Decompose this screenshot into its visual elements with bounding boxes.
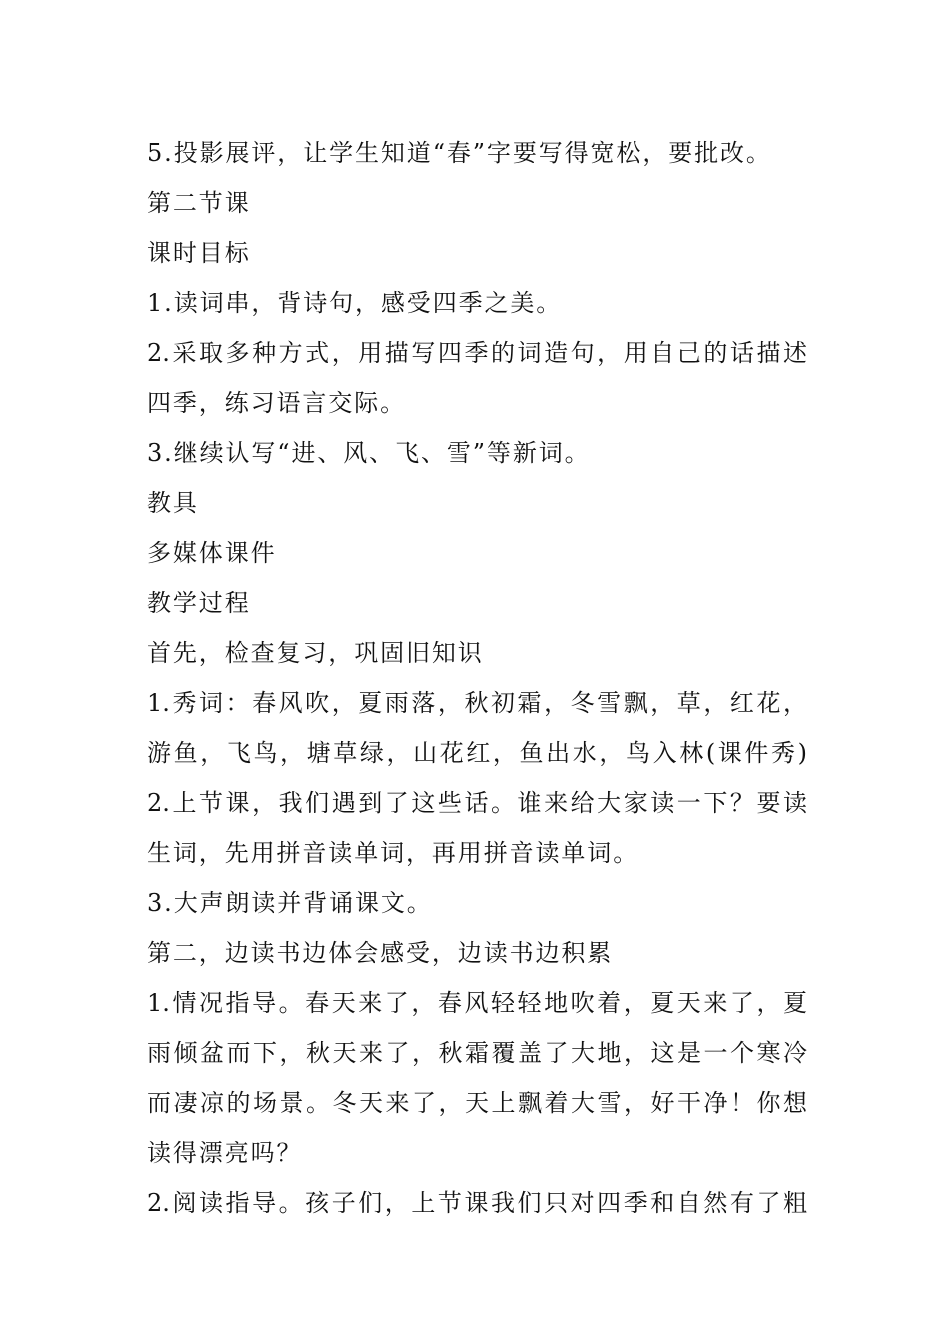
section-heading: 第二节课: [147, 189, 251, 217]
text-line: 2.上节课，我们遇到了这些话。谁来给大家读一下？要读: [147, 789, 807, 817]
text-line: 2.采取多种方式，用描写四季的词造句，用自己的话描述: [147, 339, 807, 367]
text-line: 多媒体课件: [147, 539, 277, 567]
text-line: 3.继续认写“进、风、飞、雪”等新词。: [147, 439, 591, 467]
text-line: 游鱼，飞鸟，塘草绿，山花红，鱼出水，鸟入林(课件秀): [147, 739, 807, 767]
text-line: 四季，练习语言交际。: [147, 389, 406, 417]
text-line: 雨倾盆而下，秋天来了，秋霜覆盖了大地，这是一个寒冷: [147, 1039, 807, 1067]
document-body: [147, 128, 807, 1228]
text-line: 1.情况指导。春天来了，春风轻轻地吹着，夏天来了，夏: [147, 989, 807, 1017]
text-line: 2.阅读指导。孩子们，上节课我们只对四季和自然有了粗: [147, 1189, 807, 1217]
text-line: 3.大声朗读并背诵课文。: [147, 889, 433, 917]
text-line: 1.秀词：春风吹，夏雨落，秋初霜，冬雪飘，草，红花，: [147, 689, 807, 717]
text-line: 首先，检查复习，巩固旧知识: [147, 639, 484, 667]
text-line: 读得漂亮吗？: [147, 1139, 303, 1167]
subheading: 教学过程: [147, 589, 251, 617]
text-line: 第二，边读书边体会感受，边读书边积累: [147, 939, 614, 967]
text-line: 生词，先用拼音读单词，再用拼音读单词。: [147, 839, 640, 867]
text-line: 而凄凉的场景。冬天来了，天上飘着大雪，好干净！你想: [147, 1089, 807, 1117]
text-line: 1.读词串，背诗句，感受四季之美。: [147, 289, 563, 317]
subheading: 课时目标: [147, 239, 251, 267]
text-line: 5.投影展评，让学生知道“春”字要写得宽松，要批改。: [147, 139, 772, 167]
subheading: 教具: [147, 489, 199, 517]
